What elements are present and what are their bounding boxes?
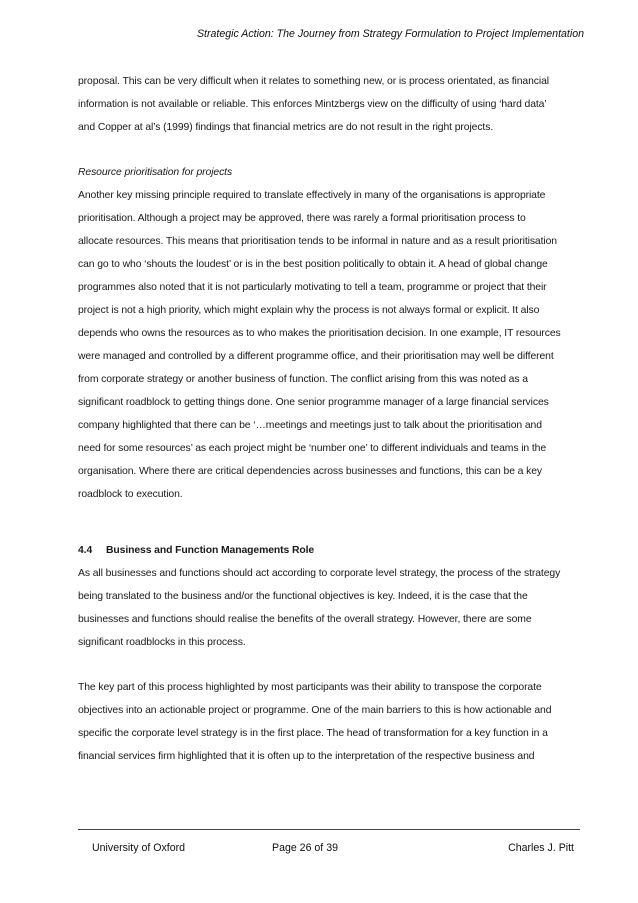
body-text <box>78 70 590 768</box>
section-title: Business and Function Managements Role <box>106 545 315 556</box>
text-line: project is not a high priority, which might explain why the process is not always formal or explicit. It also <box>78 305 540 316</box>
text-line: allocate resources. This means that prioritisation tends to be informal in nature and as a result prioritisation <box>78 236 557 247</box>
text-line: information is not available or reliable. This enforces Mintzbergs view on the difficulty of using ‘hard data’ <box>78 99 547 110</box>
resource-paragraph <box>78 184 590 506</box>
text-line: significant roadblocks in this process. <box>78 637 246 648</box>
text-line: were managed and controlled by a different programme office, and their prioritisation may well be different <box>78 351 554 362</box>
section-heading <box>78 539 590 562</box>
text-line: need for some resources’ as each project might be ‘number one’ to different individuals and teams in the <box>78 443 547 454</box>
footer-institution: University of Oxford <box>92 842 186 854</box>
footer-divider <box>78 829 580 830</box>
running-header: Strategic Action: The Journey from Strategy Formulation to Project Implementation <box>196 28 584 40</box>
text-line: and Copper at al’s (1999) findings that financial metrics are do not result in the right projects. <box>78 122 494 133</box>
text-line: prioritisation. Although a project may be approved, there was rarely a formal prioritisation process to <box>78 213 526 224</box>
text-line: specific the corporate level strategy is in the first place. The head of transformation for a key function in a <box>78 728 548 739</box>
text-line: organisation. Where there are critical dependencies across businesses and functions, this can be a key <box>78 466 542 477</box>
text-line: depends who owns the resources as to who makes the prioritisation decision. In one example, IT resources <box>78 328 561 339</box>
text-line: The key part of this process highlighted by most participants was their ability to transpose the corporate <box>78 682 542 693</box>
intro-paragraph <box>78 70 590 139</box>
text-line: objectives into an actionable project or programme. One of the main barriers to this is how actionable and <box>78 705 552 716</box>
text-line: Another key missing principle required to translate effectively in many of the organisations is appropriate <box>78 190 546 201</box>
text-line: can go to who ‘shouts the loudest’ or is in the best position politically to obtain it. A head of global change <box>78 259 548 270</box>
section-number: 4.4 <box>78 545 93 556</box>
text-line: company highlighted that there can be ‘…meetings and meetings just to talk about the prioritisation and <box>78 420 542 431</box>
text-line: significant roadblock to getting things done. One senior programme manager of a large financial services <box>78 397 549 408</box>
section-paragraph <box>78 562 590 654</box>
text-line: roadblock to execution. <box>78 489 183 500</box>
page-number: Page 26 of 39 <box>272 842 338 854</box>
text-line: proposal. This can be very difficult when it relates to something new, or is process orientated, as financial <box>78 76 549 87</box>
subheading-resource-prioritisation: Resource prioritisation for projects <box>78 167 233 178</box>
text-line: businesses and functions should realise the benefits of the overall strategy. However, there are some <box>78 614 532 625</box>
text-line: from corporate strategy or another business of function. The conflict arising from this was noted as a <box>78 374 528 385</box>
text-line: financial services firm highlighted that it is often up to the interpretation of the respective business and <box>78 751 535 762</box>
text-line: As all businesses and functions should act according to corporate level strategy, the process of the strategy <box>78 568 561 579</box>
key-part-paragraph <box>78 676 590 768</box>
footer-author: Charles J. Pitt <box>508 842 574 854</box>
text-line: being translated to the business and/or the functional objectives is key. Indeed, it is the case that the <box>78 591 528 602</box>
text-line: programmes also noted that it is not particularly motivating to tell a team, programme or project that their <box>78 282 547 293</box>
